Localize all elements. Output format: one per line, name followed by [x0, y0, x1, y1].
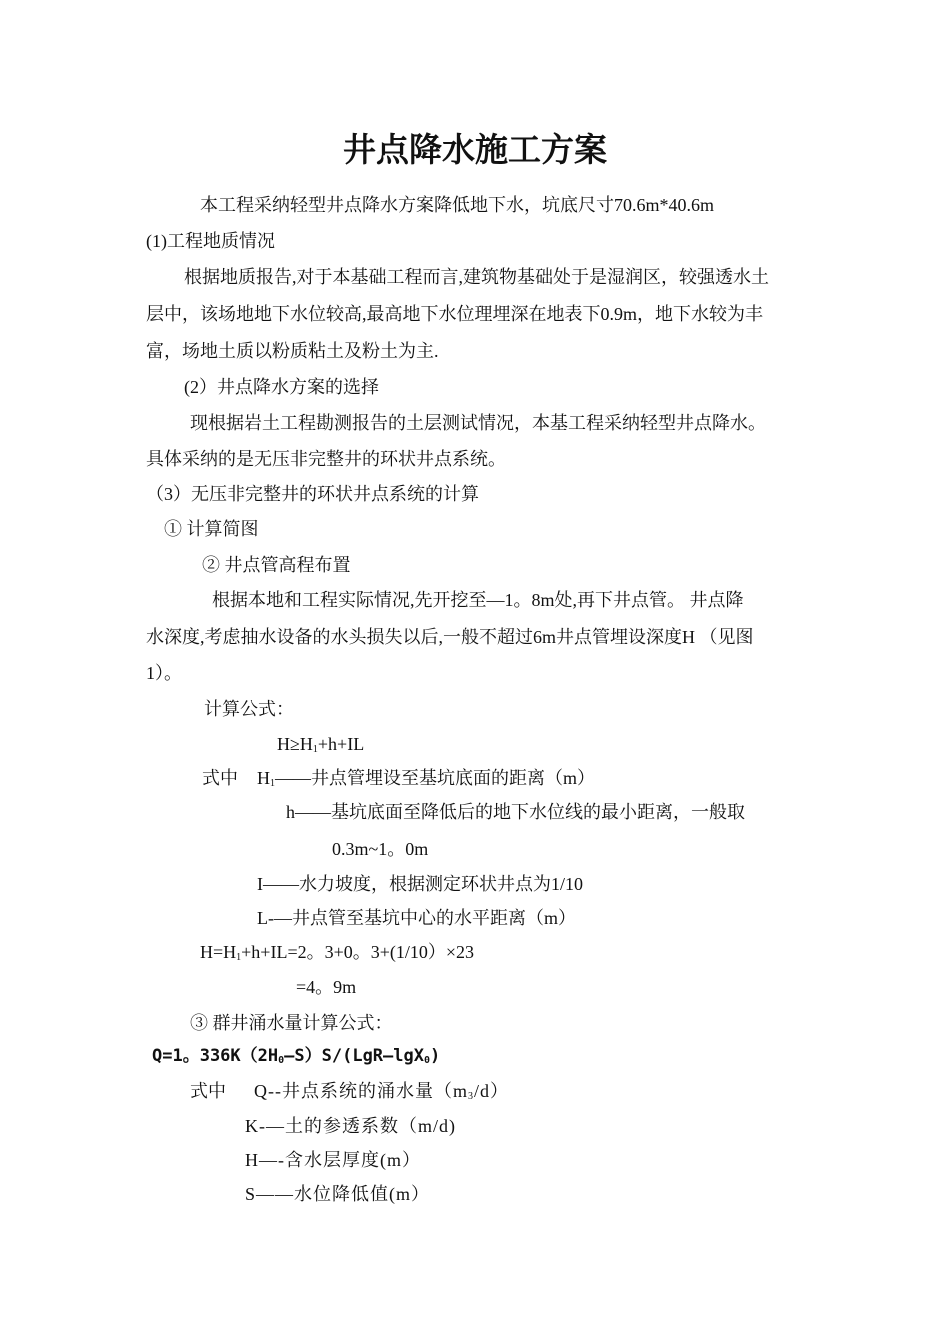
- definition-aquifer-h: H—-含水层厚度(m）: [245, 1150, 421, 1170]
- where-label-2: 式中: [190, 1081, 226, 1101]
- inflow-formula: Q=1。$336K(2H_0—S)S/(LgR—\lg X_0)$: [152, 1046, 441, 1066]
- formula-label: 计算公式：: [204, 699, 294, 719]
- section-1-heading: (1)工程地质情况: [146, 231, 275, 251]
- intro-paragraph: 本工程采纳轻型井点降水方案降低地下水，坑底尺寸70.6m*40.6m: [200, 195, 714, 215]
- section-1-line-3: 富，场地土质以粉质粘土及粉土为主.: [146, 341, 439, 361]
- item-3-heading: ③ 群井涌水量计算公式：: [190, 1013, 393, 1033]
- item-1-heading: ① 计算简图: [164, 519, 259, 539]
- where-label: 式中: [202, 768, 238, 788]
- depth-calculation: $H=H_1+h+IL=2$。3+0。3+(1/10）×23: [200, 942, 475, 963]
- definition-k: K-—土的参透系数（m/d): [245, 1116, 456, 1136]
- definition-i: I——水力坡度，根据测定环状井点为1/10: [257, 874, 583, 894]
- definition-h-continued: 0.3m~1。0m: [332, 839, 429, 859]
- item-2-line-3: 1）。: [146, 663, 182, 683]
- item-2-line-1: 根据本地和工程实际情况,先开挖至—1。8m处,再下井点管。 井点降: [212, 590, 744, 610]
- definition-l: L-—井点管至基坑中心的水平距离（m）: [257, 908, 576, 928]
- definition-h1: $H_1——$井点管埋设至基坑底面的距离（m）: [257, 768, 595, 789]
- section-3-heading: （3）无压非完整井的环状井点系统的计算: [146, 484, 479, 504]
- section-2-heading: (2）井点降水方案的选择: [184, 377, 379, 397]
- depth-formula: $H\ge H_1+h+IL$: [277, 734, 365, 755]
- document-title: 井点降水施工方案: [343, 130, 607, 169]
- definition-q: Q--井点系统的涌水量$(m_3/d)$: [254, 1081, 510, 1102]
- depth-result: =4。9m: [296, 977, 357, 997]
- definition-s: S——水位降低值(m）: [245, 1184, 431, 1204]
- definition-h: h——基坑底面至降低后的地下水位线的最小距离，一般取: [286, 802, 745, 822]
- section-1-line-1: 根据地质报告,对于本基础工程而言,建筑物基础处于是湿润区，较强透水土: [184, 267, 769, 287]
- item-2-heading: ② 井点管高程布置: [202, 555, 351, 575]
- section-2-line-2: 具体采纳的是无压非完整井的环状井点系统。: [146, 449, 506, 469]
- section-1-line-2: 层中，该场地地下水位较高,最高地下水位理埋深在地表下0.9m，地下水较为丰: [146, 304, 763, 324]
- section-2-line-1: 现根据岩土工程勘测报告的土层测试情况，本基工程采纳轻型井点降水。: [190, 413, 766, 433]
- item-2-line-2: 水深度,考虑抽水设备的水头损失以后,一般不超过6m井点管埋设深度H （见图: [146, 627, 754, 647]
